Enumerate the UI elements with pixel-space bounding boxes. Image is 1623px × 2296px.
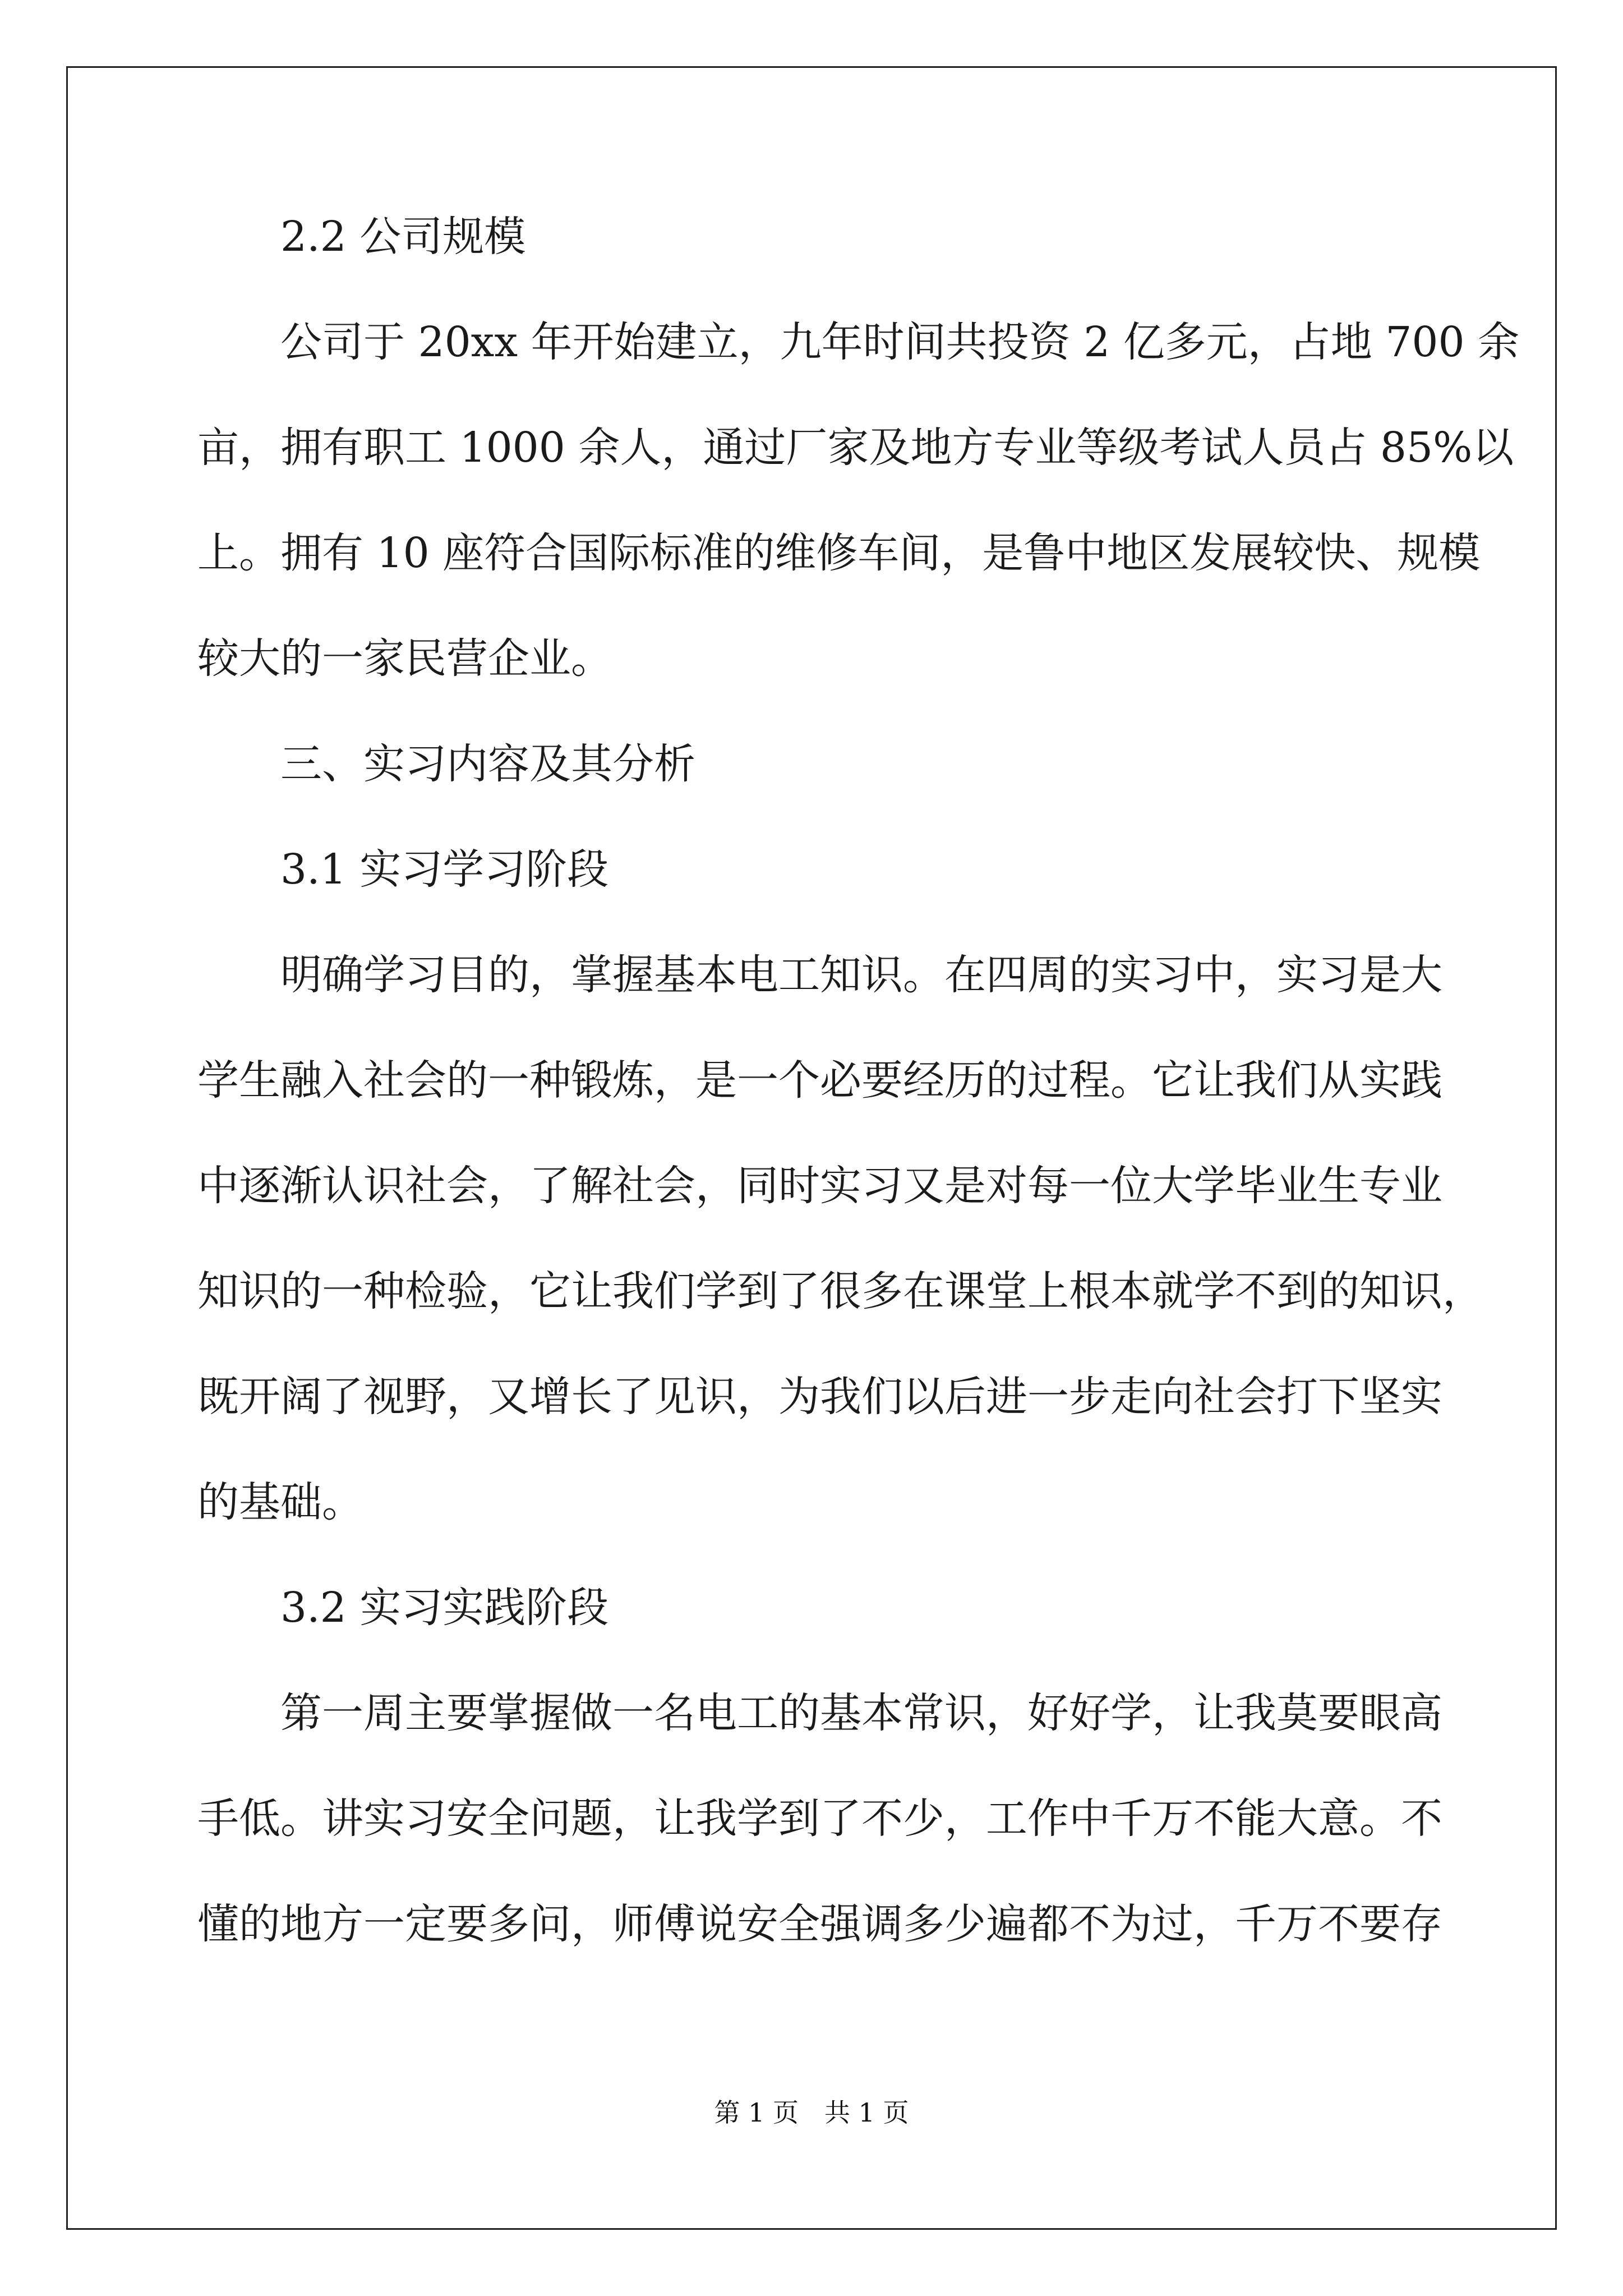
paragraph-line: 懂的地方一定要多问，师傅说安全强调多少遍都不为过，千万不要存 — [197, 1900, 1442, 1948]
section-heading-3: 三、实习内容及其分析 — [280, 740, 695, 788]
paragraph-line: 较大的一家民营企业。 — [197, 634, 612, 683]
document-body — [197, 209, 1520, 1952]
page-number-label: 第 1 页 共 1 页 — [714, 2097, 909, 2128]
paragraph-line: 知识的一种检验，它让我们学到了很多在课堂上根本就学不到的知识， — [197, 1267, 1484, 1315]
paragraph-line: 既开阔了视野，又增长了见识，为我们以后进一步走向社会打下坚实 — [197, 1373, 1442, 1421]
section-heading-3-2: 3.2 实习实践阶段 — [280, 1584, 609, 1632]
section-heading-2-2: 2.2 公司规模 — [280, 213, 526, 261]
paragraph-line: 学生融入社会的一种锻炼，是一个必要经历的过程。它让我们从实践 — [197, 1056, 1442, 1105]
section-heading-3-1: 3.1 实习学习阶段 — [280, 845, 609, 894]
paragraph-line: 明确学习目的，掌握基本电工知识。在四周的实习中，实习是大 — [280, 951, 1442, 999]
paragraph-line: 第一周主要掌握做一名电工的基本常识，好好学，让我莫要眼高 — [280, 1689, 1442, 1737]
paragraph-line: 公司于 20xx 年开始建立，九年时间共投资 2 亿多元，占地 700 余 — [280, 318, 1520, 366]
paragraph-line: 的基础。 — [197, 1478, 363, 1526]
page-footer — [0, 2096, 1623, 2129]
paragraph-line: 手低。讲实习安全问题，让我学到了不少，工作中千万不能大意。不 — [197, 1795, 1442, 1843]
paragraph-line: 上。拥有 10 座符合国际标准的维修车间，是鲁中地区发展较快、规模 — [197, 529, 1481, 577]
paragraph-line: 亩，拥有职工 1000 余人，通过厂家及地方专业等级考试人员占 85%以 — [197, 424, 1514, 472]
paragraph-line: 中逐渐认识社会，了解社会，同时实习又是对每一位大学毕业生专业 — [197, 1162, 1442, 1210]
